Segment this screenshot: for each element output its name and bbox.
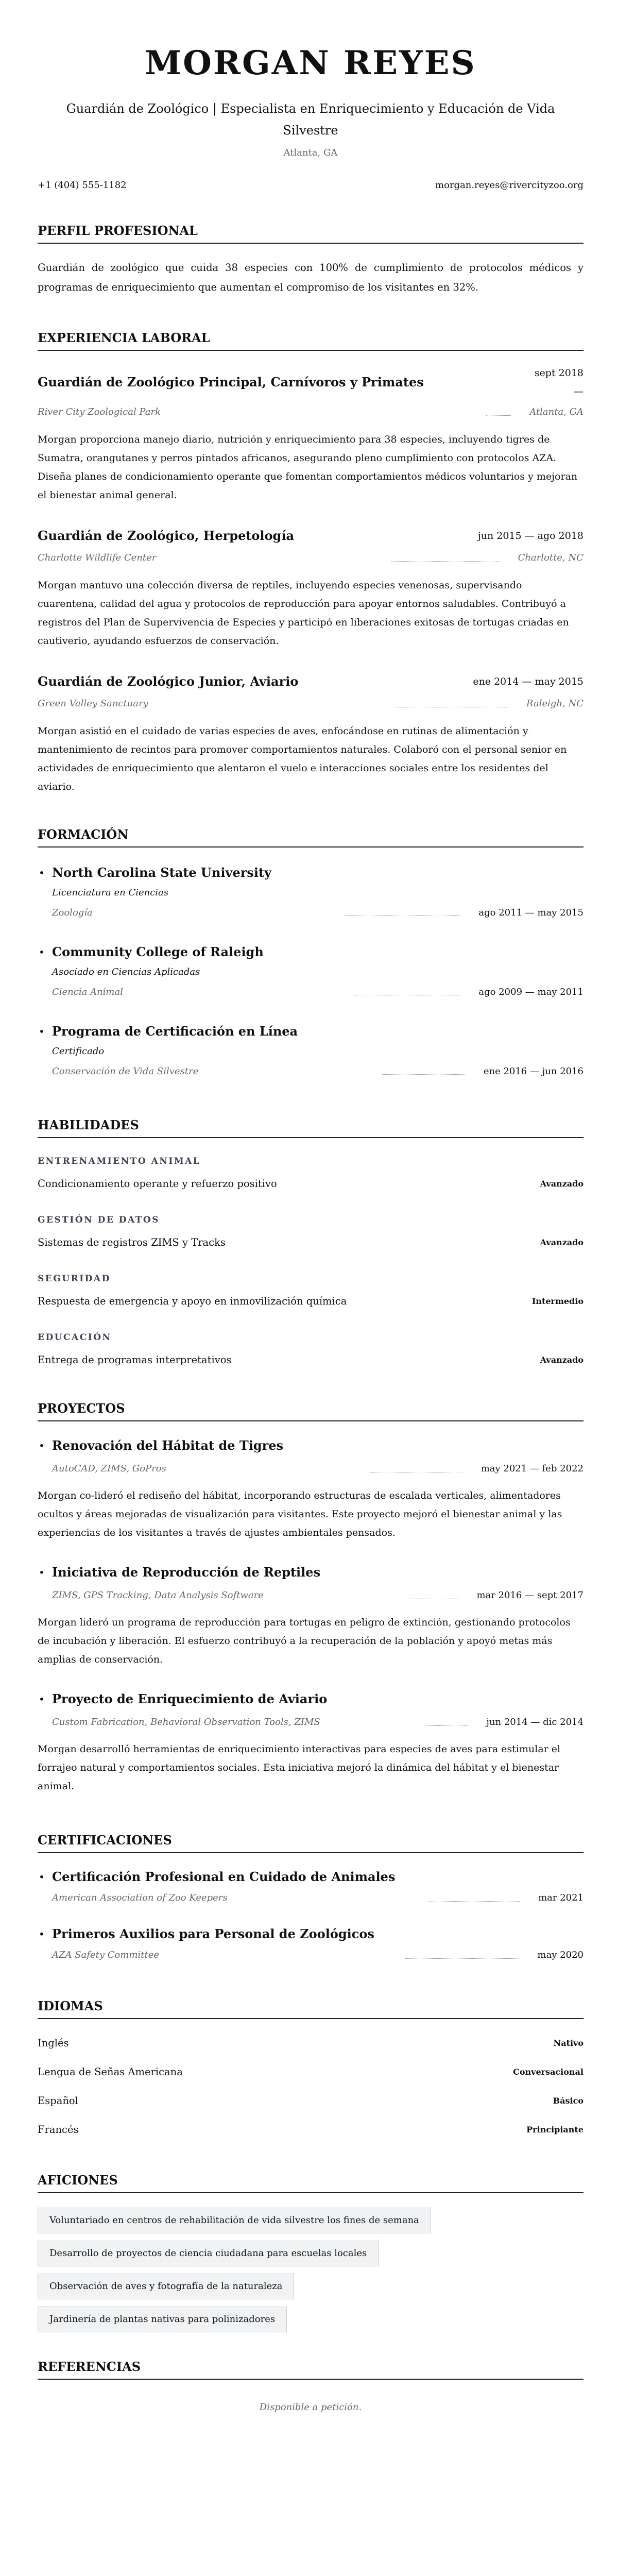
education-entry bbox=[38, 863, 583, 923]
language-row bbox=[38, 2028, 583, 2057]
languages-section bbox=[38, 1998, 583, 2144]
project-name: Renovación del Hábitat de Tigres bbox=[52, 1438, 284, 1453]
school-name: Programa de Certificación en Línea bbox=[52, 1024, 298, 1039]
language-level: Conversacional bbox=[513, 2066, 583, 2077]
section-title: PERFIL PROFESIONAL bbox=[38, 223, 583, 244]
hobbies-section bbox=[38, 2173, 583, 2332]
education-entry bbox=[38, 942, 583, 1002]
project-dates: may 2021 — feb 2022 bbox=[480, 1463, 583, 1474]
job-location: Charlotte, NC bbox=[518, 552, 583, 563]
language-row bbox=[38, 2057, 583, 2086]
skill-category bbox=[38, 1331, 583, 1368]
dotted-leader bbox=[382, 1074, 465, 1075]
bullet-icon: • bbox=[39, 1693, 45, 1705]
company: River City Zoological Park bbox=[38, 406, 161, 417]
dotted-leader bbox=[405, 1958, 519, 1959]
skill-category bbox=[38, 1155, 583, 1192]
job-dates: ene 2014 — may 2015 bbox=[473, 676, 583, 687]
certification-date: mar 2021 bbox=[538, 1892, 583, 1903]
skills-section bbox=[38, 1117, 583, 1368]
hobby-chip: Voluntariado en centros de rehabilitación de vida silvestre los fines de semana bbox=[38, 2208, 431, 2233]
bullet-icon: • bbox=[39, 946, 45, 958]
language-row bbox=[38, 2086, 583, 2115]
job-title: Guardián de Zoológico, Herpetología bbox=[38, 528, 294, 543]
education-section bbox=[38, 827, 583, 1081]
hobby-chip: Jardinería de plantas nativas para polinizadores bbox=[38, 2307, 287, 2332]
job-description: Morgan asistió en el cuidado de varias especies de aves, enfocándose en rutinas de alimentación y mantenimiento de recintos para promover comportamientos naturales. Colaboró con el personal senior en actividades de enriquecimiento que alentaron el vuelo e interacciones sociales entre los residentes del aviario. bbox=[38, 725, 567, 792]
language-name: Inglés bbox=[38, 2037, 69, 2049]
dotted-leader bbox=[391, 561, 500, 562]
certification-name: Certificación Profesional en Cuidado de Animales bbox=[52, 1869, 396, 1884]
project-name: Iniciativa de Reproducción de Reptiles bbox=[52, 1565, 321, 1580]
bullet-icon: • bbox=[39, 1871, 45, 1883]
education-dates: ago 2009 — may 2011 bbox=[478, 987, 583, 997]
headline: Guardián de Zoológico | Especialista en Enriquecimiento y Educación de Vida Silvestre bbox=[66, 101, 555, 138]
summary-section bbox=[38, 223, 583, 297]
education-entry bbox=[38, 1022, 583, 1081]
hobby-chip: Desarrollo de proyectos de ciencia ciudadana para escuelas locales bbox=[38, 2241, 379, 2266]
skill-category-name: SEGURIDAD bbox=[38, 1274, 111, 1284]
contact-row bbox=[38, 179, 583, 192]
skill-category bbox=[38, 1272, 583, 1309]
skill-name: Entrega de programas interpretativos bbox=[38, 1354, 232, 1366]
dotted-leader bbox=[425, 1725, 468, 1726]
skill-category-name: ENTRENAMIENTO ANIMAL bbox=[38, 1156, 201, 1166]
field-of-study: Ciencia Animal bbox=[52, 987, 123, 997]
bullet-icon: • bbox=[39, 1025, 45, 1038]
section-title: REFERENCIAS bbox=[38, 2359, 583, 2380]
certification-entry bbox=[38, 1867, 583, 1905]
dotted-leader bbox=[428, 1901, 520, 1902]
section-title: EXPERIENCIA LABORAL bbox=[38, 330, 583, 351]
language-name: Lengua de Señas Americana bbox=[38, 2065, 183, 2078]
certification-issuer: American Association of Zoo Keepers bbox=[52, 1892, 228, 1903]
job-dates: sept 2018 — bbox=[534, 367, 583, 397]
field-of-study: Zoología bbox=[52, 907, 93, 918]
company: Green Valley Sanctuary bbox=[38, 698, 148, 709]
certifications-section bbox=[38, 1833, 583, 1962]
location: Atlanta, GA bbox=[283, 147, 338, 158]
job-title: Guardián de Zoológico Junior, Aviario bbox=[38, 674, 299, 689]
skill-name: Sistemas de registros ZIMS y Tracks bbox=[38, 1236, 226, 1248]
certification-entry bbox=[38, 1924, 583, 1962]
education-dates: ago 2011 — may 2015 bbox=[478, 907, 583, 918]
phone: +1 (404) 555-1182 bbox=[38, 180, 127, 191]
project-entry bbox=[38, 1436, 583, 1542]
certification-issuer: AZA Safety Committee bbox=[52, 1950, 160, 1960]
projects-section bbox=[38, 1401, 583, 1795]
section-title: IDIOMAS bbox=[38, 1998, 583, 2019]
language-row bbox=[38, 2115, 583, 2144]
email-link[interactable]: morgan.reyes@rivercityzoo.org bbox=[435, 180, 583, 191]
company: Charlotte Wildlife Center bbox=[38, 552, 157, 563]
skill-category-name: GESTIÓN DE DATOS bbox=[38, 1215, 160, 1225]
project-tech: AutoCAD, ZIMS, GoPros bbox=[52, 1463, 166, 1474]
project-name: Proyecto de Enriquecimiento de Aviario bbox=[52, 1691, 328, 1706]
certification-date: may 2020 bbox=[537, 1950, 583, 1960]
degree: Licenciatura en Ciencias bbox=[52, 887, 169, 898]
degree: Certificado bbox=[52, 1046, 105, 1057]
skill-level: Intermedio bbox=[531, 1296, 583, 1306]
education-dates: ene 2016 — jun 2016 bbox=[483, 1066, 583, 1077]
job-location: Raleigh, NC bbox=[526, 698, 583, 709]
section-title: PROYECTOS bbox=[38, 1401, 583, 1421]
language-name: Francés bbox=[38, 2123, 79, 2136]
candidate-name: MORGAN REYES bbox=[145, 44, 476, 82]
job-title: Guardián de Zoológico Principal, Carnívoros y Primates bbox=[38, 375, 424, 389]
resume-header bbox=[38, 43, 583, 192]
job-entry bbox=[38, 525, 583, 650]
references-text: Disponible a petición. bbox=[259, 2402, 362, 2413]
bullet-icon: • bbox=[39, 1439, 45, 1452]
skill-level: Avanzado bbox=[540, 1179, 583, 1189]
job-location: Atlanta, GA bbox=[529, 406, 583, 417]
skill-level: Avanzado bbox=[540, 1355, 583, 1365]
project-tech: ZIMS, GPS Tracking, Data Analysis Software bbox=[52, 1590, 264, 1601]
project-entry bbox=[38, 1689, 583, 1795]
project-description: Morgan desarrolló herramientas de enriquecimiento interactivas para especies de aves para estimular el forrajeo natural y comportamientos sociales. Esta iniciativa mejoró la dinámica del hábitat y el bienestar animal. bbox=[38, 1743, 561, 1792]
skill-name: Condicionamiento operante y refuerzo positivo bbox=[38, 1178, 277, 1190]
skill-name: Respuesta de emergencia y apoyo en inmovilización química bbox=[38, 1295, 347, 1307]
references-section bbox=[38, 2359, 583, 2415]
section-title: HABILIDADES bbox=[38, 1117, 583, 1138]
skill-category-name: EDUCACIÓN bbox=[38, 1332, 112, 1343]
language-level: Básico bbox=[553, 2095, 583, 2106]
skill-level: Avanzado bbox=[540, 1238, 583, 1247]
job-dates: jun 2015 — ago 2018 bbox=[477, 530, 583, 541]
project-description: Morgan lideró un programa de reproducción para tortugas en peligro de extinción, gestionando protocolos de incubación y liberación. El esfuerzo contribuyó a la recuperación de la población y apoyó metas más amplias de conservación. bbox=[38, 1617, 571, 1665]
field-of-study: Conservación de Vida Silvestre bbox=[52, 1066, 199, 1077]
bullet-icon: • bbox=[39, 1928, 45, 1940]
job-description: Morgan mantuvo una colección diversa de reptiles, incluyendo especies venenosas, supervisando cuarentena, calidad del agua y protocolos de reproducción para apoyar entornos saludables. Contribuyó a registros del Plan de Supervivencia de Especies y participó en liberaciones exitosas de tortugas criadas en cautiverio, ayudando esfuerzos de conservación. bbox=[38, 580, 569, 647]
job-description: Morgan proporciona manejo diario, nutrición y enriquecimiento para 38 especies, incluyendo tigres de Sumatra, orangutanes y perros pintados africanos, asegurando pleno cumplimiento con protocolos AZA. Diseña planes de condicionamiento operante que fomentan comportamientos médicos voluntarios y mejoran el bienestar animal general. bbox=[38, 434, 578, 501]
project-entry bbox=[38, 1563, 583, 1669]
project-dates: mar 2016 — sept 2017 bbox=[476, 1590, 583, 1601]
section-title: AFICIONES bbox=[38, 2173, 583, 2193]
school-name: North Carolina State University bbox=[52, 865, 272, 880]
project-dates: jun 2014 — dic 2014 bbox=[486, 1717, 583, 1727]
school-name: Community College of Raleigh bbox=[52, 944, 264, 959]
degree: Asociado en Ciencias Aplicadas bbox=[52, 967, 200, 977]
project-tech: Custom Fabrication, Behavioral Observation Tools, ZIMS bbox=[52, 1717, 320, 1727]
language-name: Español bbox=[38, 2094, 78, 2107]
language-level: Nativo bbox=[553, 2038, 583, 2048]
experience-section bbox=[38, 330, 583, 796]
certification-name: Primeros Auxilios para Personal de Zoológicos bbox=[52, 1926, 374, 1941]
project-description: Morgan co-lideró el rediseño del hábitat, incorporando estructuras de escalada verticales, alimentadores ocultos y áreas mejoradas de visualización para visitantes. Este proyecto mejoró el bienestar animal y las experiencias de los visitantes a través de ajustes ambientales pensados. bbox=[38, 1490, 562, 1538]
bullet-icon: • bbox=[39, 1566, 45, 1579]
section-title: CERTIFICACIONES bbox=[38, 1833, 583, 1853]
job-entry bbox=[38, 364, 583, 504]
hobby-chip: Observación de aves y fotografía de la naturaleza bbox=[38, 2274, 294, 2299]
summary-text: Guardián de zoológico que cuida 38 especies con 100% de cumplimiento de protocolos médicos y programas de enriquecimiento que aumentan el compromiso de los visitantes en 32%. bbox=[38, 262, 583, 293]
dotted-leader bbox=[486, 415, 511, 416]
section-title: FORMACIÓN bbox=[38, 827, 583, 848]
bullet-icon: • bbox=[39, 867, 45, 879]
skill-category bbox=[38, 1213, 583, 1250]
language-level: Principiante bbox=[526, 2124, 583, 2134]
job-entry bbox=[38, 671, 583, 796]
